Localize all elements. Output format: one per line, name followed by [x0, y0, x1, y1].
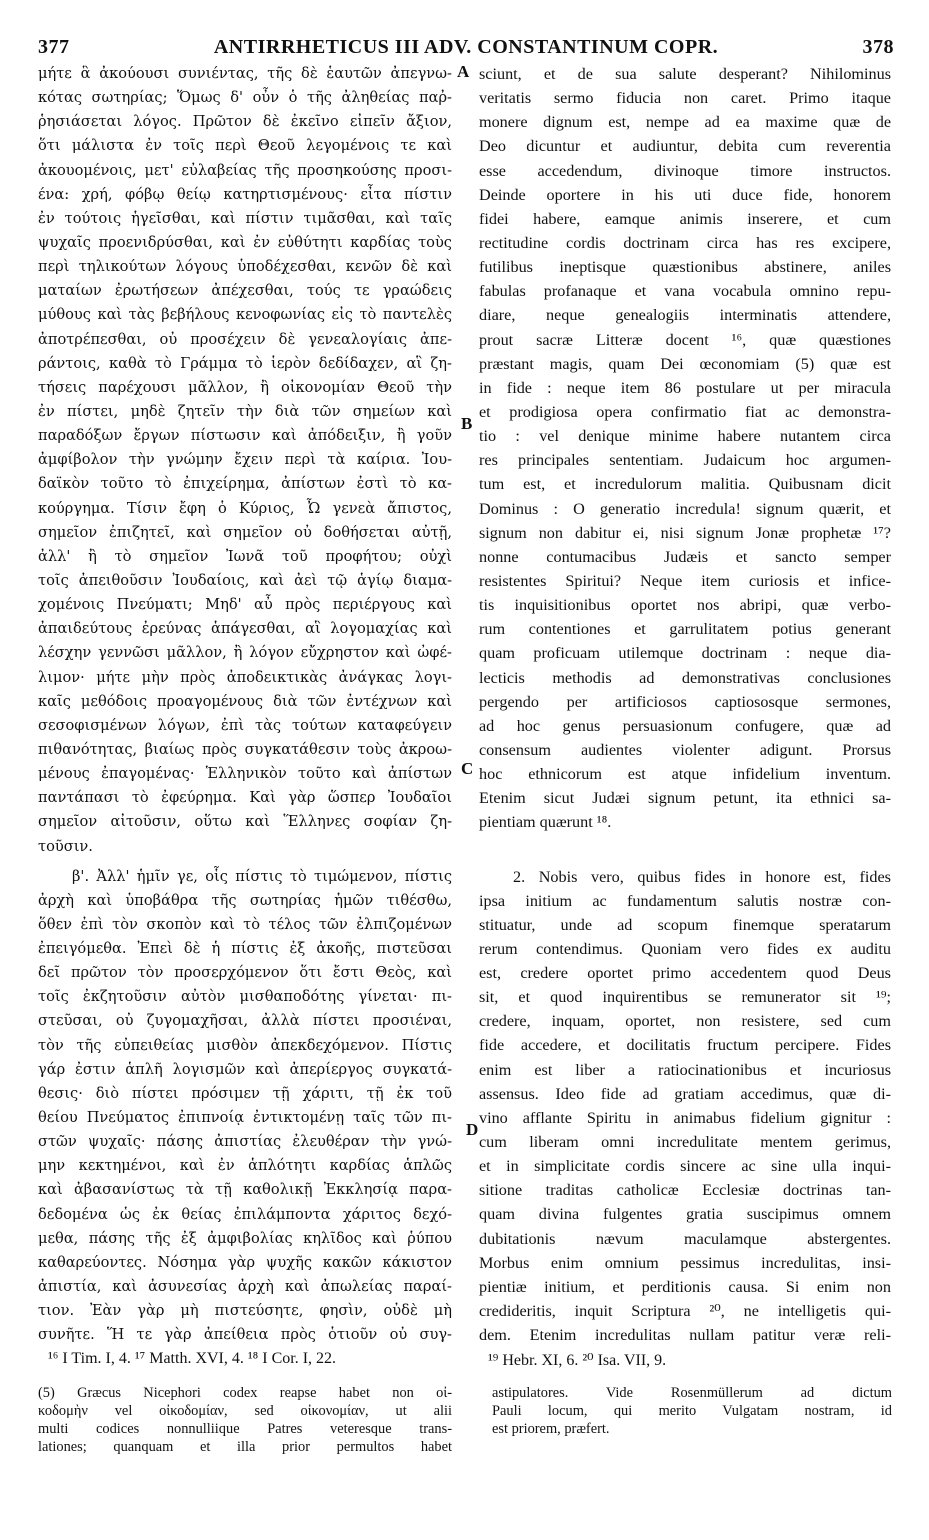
latin-text-line: in fide : neque item 86 postulare ut per miracula [479, 378, 891, 397]
latin-text-line: diare, neque genealogiis interminatis attendere, [479, 306, 891, 325]
latin-text-line: dem. Etenim incredulitas nullam patitur veræ reli- [479, 1326, 891, 1345]
latin-text-line: tum est, et incredulorum malitia. Quibusnam dicit [479, 475, 891, 494]
latin-text-line: ad hoc genus persuasionum confugere, quæ ad [479, 716, 891, 735]
greek-text-line: καθαρεύοντες. Νόσημα γὰρ ψυχῆς κακῶν κάκιστον [38, 1253, 452, 1271]
latin-text-line: vino afflante Spiritu in animabus fidelium gignitur : [479, 1108, 891, 1127]
greek-text-line: ἐπειγόμεθα. Ἐπεὶ δὲ ἡ πίστις ἐξ ἀκοῆς, πιστεῦσαι [38, 940, 452, 958]
latin-text-line: quam divina fulgentes gratia suscipimus omnem [479, 1205, 891, 1224]
greek-text-line: συνῆτε. Ἥ τε γὰρ ἀπείθεια πρὸς ὁτιοῦν οὐ συγ- [38, 1326, 452, 1344]
note-text-line: (5) Græcus Nicephori codex reapse habet non οἰ- [38, 1385, 452, 1401]
latin-text-line: consensum audientes violenter adigunt. Prorsus [479, 740, 891, 759]
latin-text-line: Dominus : O generatio incredula! signum quærit, et [479, 499, 891, 518]
page-number-right: 378 [862, 36, 894, 58]
latin-text-line: sitione traditas catholicæ Ecclesiæ doctrinas tan- [479, 1181, 891, 1200]
greek-text-line: μεθα, πάσης τῆς ἐξ ἀμφιβολίας κηλῖδος καὶ ῥύπου [38, 1229, 452, 1247]
latin-text-line: stituatur, unde ad scopum finemque speratarum [479, 915, 891, 934]
page-header [38, 36, 894, 62]
latin-text-line: Deinde oportere in his uti duce fide, honorem [479, 185, 891, 204]
note-text-line: astipulatores. Vide Rosenmüllerum ad dictum [492, 1385, 892, 1401]
note-text-line: est priorem, præfert. [492, 1421, 610, 1437]
greek-text-line: μύθους καὶ τὰς βεβήλους κενοφωνίας εἰς τὸ παντελὲς [38, 306, 452, 324]
greek-text-line: δεῖ πρῶτον τὸν προσερχόμενον ὅτι ἔστι Θεὸς, καὶ [38, 964, 452, 982]
greek-text-line: ἀρχὴ καὶ ὑποβάθρα τῆς σωτηρίας ἡμῶν τιθέσθω, [38, 891, 452, 909]
editor-note-right [492, 1384, 892, 1438]
latin-text-line: sciunt, et de sua salute desperant? Nihilominus [479, 65, 891, 83]
greek-text-line: β'. Ἀλλ' ἡμῖν γε, οἷς πίστις τὸ τιμώμενον, πίστις [72, 867, 452, 885]
latin-text-line: monere dignum est, nempe ad ea maxime quæ de [479, 113, 891, 132]
greek-text-line: καῖς μεθόδοις προαγομένους διὰ τῶν ἐντέχνων καὶ [38, 692, 452, 710]
latin-text-line: veritatis sermo fiducia non caret. Primo itaque [479, 89, 891, 108]
margin-letter-d: D [466, 1120, 479, 1139]
latin-text-line: ipsa initium ac fundamentum salutis nostræ con- [479, 891, 891, 910]
greek-text-line: τιον. Ἐὰν γὰρ μὴ πιστεύσητε, φησὶν, οὐδὲ μὴ [38, 1302, 452, 1320]
latin-text-line: cum liberam omni incredulitate mentem gerimus, [479, 1133, 891, 1152]
greek-text-line: τὸν τῆς εὐπειθείας μισθὸν ἀπεκδεχόμενον. Πίστις [38, 1036, 452, 1054]
latin-text-line: 2. Nobis vero, quibus fides in honore est, fides [513, 867, 891, 886]
greek-text-line: χομένοις Πνεύματι; Μηδ' αὖ πρὸς περιέργους καὶ [38, 596, 452, 614]
latin-text-line: Deo dicuntur et audiuntur, debita cum reverentia [479, 137, 891, 156]
greek-text-line: ἐν πίστει, μηδὲ ζητεῖν τὴν διὰ τῶν σημείων καὶ [38, 402, 452, 420]
greek-text-line: δαϊκὸν τοῦτο τὸ ἐπιχείρημα, ἀπίστων ἐστὶ τὸ κα- [38, 475, 452, 493]
greek-text-line: ῥησιάσεται λόγος. Πρῶτον δὲ ἐκεῖνο εἰπεῖν ἄξιον, [38, 113, 452, 131]
greek-text-line: λέσχην γεννῶσι μᾶλλον, ἢ λόγον εὔχρηστον καὶ ὠφέ- [38, 644, 452, 662]
greek-text-line: θείου Πνεύματος ἐπιπνοίᾳ ἐντικτομένῃ ταῖς τῶν πι- [38, 1109, 452, 1127]
footnotes-left: ¹⁶ I Tim. I, 4. ¹⁷ Matth. XVI, 4. ¹⁸ I Cor. I, 22. [48, 1350, 337, 1367]
greek-text-line: παραδόξων ἔργων πίστωσιν καὶ ἀπόδειξιν, ἢ γοῦν [38, 427, 452, 445]
latin-text-line: fidei habere, eamque animis inserere, et cum [479, 209, 891, 228]
greek-text-line: κούργημα. Τίσιν ἔφη ὁ Κύριος, Ὦ γενεὰ ἄπιστος, [38, 499, 452, 517]
greek-text-line: στῶν ψυχαῖς· πάσης ἀπιστίας ἐλευθέραν τὴν γνώ- [38, 1133, 452, 1151]
greek-text-line: γάρ ἐστιν ἁπλῆ λογισμῶν καὶ ἀπερίεργος συγκατά- [38, 1060, 452, 1078]
latin-text-line: rerum contendimus. Quoniam vero fides ex auditu [479, 939, 891, 958]
greek-text-line: στεῦσαι, οὐ ζυγομαχῆσαι, ἀλλὰ πίστει προσιέναι, [38, 1012, 452, 1030]
greek-text-line: λιμον· μήτε μὴν πρὸς ἀποδεικτικὰς ἀνάγκας λογι- [38, 668, 452, 686]
latin-text-line: resistentes Spiritui? Neque item curiosis et infice- [479, 571, 891, 590]
latin-text-line: rectitudine cordis doctrinam circa has res excipere, [479, 233, 891, 252]
editor-note-left [38, 1384, 452, 1456]
margin-letter-b: B [461, 414, 473, 433]
greek-text-line: ματαίων ἐρωτήσεων ἀπέχεσθαι, τούς τε γραώδεις [38, 282, 452, 300]
greek-text-line: ἀκουομένοις, μετ' εὐλαβείας τῆς προσηκούσης προσι- [38, 161, 452, 179]
latin-text-line: quam proficuam utilemque doctrinam : neque dia- [479, 644, 891, 663]
greek-text-line: ἐν τούτοις ἡγεῖσθαι, καὶ πίστιν τιμᾶσθαι, καὶ ταῖς [38, 209, 452, 227]
latin-text-line: enim est liber a ratiocinationibus et incuriosus [479, 1060, 891, 1079]
greek-text-line: μην κεκτημένοι, καὶ ἐν ἁπλότητι καρδίας ἁπλῶς [38, 1157, 452, 1175]
greek-text-line: σημεῖον ἐπιζητεῖ, καὶ σημεῖον οὐ δοθήσεται αὐτῇ, [38, 523, 452, 541]
greek-text-line: δεδομένα ὡς ἐκ θείας ἐπιλάμποντα χάριτος δεχό- [38, 1205, 452, 1223]
greek-text-line: πιθανότητας, βιαίως πρὸς συγκατάθεσιν τοὺς ἀκροω- [38, 740, 452, 758]
greek-text-line: μένους ἐπαγομένας· Ἑλληνικὸν τοῦτο καὶ ἀπίστων [38, 765, 452, 783]
greek-text-line: ἀπιστία, καὶ ἀσυνεσίας ἀρχὴ καὶ ἀπωλείας παραί- [38, 1278, 452, 1296]
greek-text-line: τοῦσιν. [38, 837, 93, 855]
latin-text-line: pergendo per artificiosos captiososque sermones, [479, 692, 891, 711]
latin-text-line: sit, et quod inquirentibus se remunerator sit ¹⁹; [479, 988, 891, 1007]
latin-text-line: dubitationis nævum maculamque abstergentes. [479, 1229, 891, 1248]
greek-text-line: θεσις· διὸ πίστει πρόσιμεν τῇ χάριτι, τῇ ἐκ τοῦ [38, 1084, 452, 1102]
greek-text-line: τοῖς ἀπειθοῦσιν Ἰουδαίοις, καὶ ἀεὶ τῷ ἁγίῳ διαμα- [38, 571, 452, 589]
latin-column [479, 62, 891, 1347]
footnotes-right: ¹⁹ Hebr. XI, 6. ²⁰ Isa. VII, 9. [488, 1352, 667, 1369]
running-title: ANTIRRHETICUS III ADV. CONSTANTINUM COPR. [213, 36, 719, 58]
latin-text-line: pientiæ initium, et perditionis causa. Si enim non [479, 1277, 891, 1296]
greek-text-line: ένα: χρή, φόβῳ θείῳ κατηρτισμένους· εἶτα πίστιν [38, 185, 452, 203]
latin-text-line: signum non dabitur ei, nisi signum Jonæ prophetæ ¹⁷? [479, 523, 891, 542]
latin-text-line: nonne contumacibus Judæis et sancto semper [479, 547, 891, 566]
latin-text-line: Morbus enim omnium pessimus incredulitas, insi- [479, 1253, 891, 1272]
latin-text-line: futilibus ineptisque quæstionibus abstinere, aniles [479, 258, 891, 277]
latin-text-line: assensus. Ideo fide ad gratiam accedimus, quæ di- [479, 1084, 891, 1103]
latin-text-line: res principales sententiam. Judaicum hoc argumen- [479, 451, 891, 470]
note-text-line: multi codices nonnulliique Patres veteresque trans- [38, 1421, 452, 1437]
greek-text-line: σημεῖον αἰτοῦσιν, οὕτω καὶ Ἕλληνες σοφίαν ζη- [38, 813, 452, 831]
latin-text-line: et prodigiosa opera confirmatio fiat ac demonstra- [479, 402, 891, 421]
greek-text-line: παντάπασι τὸ ἐφεύρημα. Καὶ γὰρ ὥσπερ Ἰουδαῖοι [38, 789, 452, 807]
margin-letter-a: A [457, 62, 470, 81]
latin-text-line: tis inquisitionibus oportet nos abripi, quæ verbo- [479, 596, 891, 615]
greek-text-line: ἀμφίβολον τὴν γνώμην ἔχειν περὶ τὰ καίρια. Ἰου- [38, 451, 452, 469]
greek-text-line: σεσοφισμένων λόγων, ἐπὶ τὰς τούτων καταφεύγειν [38, 716, 452, 734]
greek-text-line: τοῖς ἐκζητοῦσιν αὐτὸν μισθαποδότης γίνεται· πι- [38, 988, 452, 1006]
latin-text-line: tio : vel denique minime habere nutantem circa [479, 427, 891, 446]
greek-text-line: μήτε ἃ ἀκούουσι συνιέντας, τῆς δὲ ἑαυτῶν ἀπεγνω- [38, 65, 452, 82]
greek-text-line: κότας σωτηρίας; Ὅμως δ' οὖν ὁ τῆς ἀληθείας παῤ- [38, 89, 452, 107]
latin-text-line: est, credere oportet primo accedentem quod Deus [479, 964, 891, 983]
page-number-left: 377 [38, 36, 70, 58]
latin-text-line: pientiam quærunt ¹⁸. [479, 813, 612, 832]
note-text-line: κοδομὴν vel οἰκοδομίαν, sed οἰκονομίαν, ut alii [38, 1403, 452, 1419]
greek-text-line: ὅθεν ἐπὶ τὸν σκοπὸν καὶ τὸ τέλος τῶν ἐλπιζομένων [38, 915, 452, 933]
greek-text-line: τήσεις παρέχουσι μᾶλλον, ἢ οἰκονομίαν Θεοῦ τὴν [38, 378, 452, 396]
latin-text-line: et in simplicitate cordis sincere ac sine ulla inqui- [479, 1157, 891, 1176]
latin-text-line: fabulas profanaque et vana vocabula omnino repu- [479, 282, 891, 301]
greek-text-line: ἀπαιδεύτους ἐρεύνας ἁπάγεσθαι, αἳ λογομαχίας καὶ [38, 620, 452, 638]
greek-text-line: ὅτι μάλιστα ἐν τοῖς περὶ Θεοῦ λεγομένοις τε καὶ [38, 137, 452, 155]
latin-text-line: rum contentiones et garrulitatem potius generant [479, 620, 891, 639]
latin-text-line: esse accedendum, divinoque timore instructos. [479, 161, 891, 180]
latin-text-line: credideritis, inquit Scriptura ²⁰, ne intelligetis qui- [479, 1302, 891, 1321]
margin-letter-c: C [461, 759, 474, 778]
greek-text-line: ἀλλ' ἢ τὸ σημεῖον Ἰωνᾶ τοῦ προφήτου; οὐχὶ [38, 547, 452, 565]
greek-column [38, 62, 452, 1347]
greek-text-line: καὶ ἀβασανίστως τὰ τῇ καθολικῇ Ἐκκλησίᾳ παρα- [38, 1181, 452, 1199]
greek-text-line: ἀποτρέπεσθαι, οὐ προσέχειν δὲ γενεαλογίαις ἀπε- [38, 330, 452, 348]
latin-text-line: prout sacræ Litteræ docent ¹⁶, quæ quæstiones [479, 330, 891, 349]
latin-text-line: fide accedere, et docilitatis fructum percipere. Fides [479, 1036, 891, 1055]
latin-text-line: hoc ethnicorum est atque infidelium inventum. [479, 765, 891, 784]
greek-text-line: ψυχαῖς προενιδρύσθαι, καὶ ἐν εὐθύτητι καρδίας τοὺς [38, 233, 452, 251]
latin-text-line: credere, inquam, oportet, non resistere, sed cum [479, 1012, 891, 1031]
greek-text-line: περὶ τηλικούτων λόγους ὑποδέχεσθαι, κενῶν δὲ καὶ [38, 258, 452, 276]
note-text-line: Pauli locum, qui merito Vulgatam nostram, id [492, 1403, 892, 1419]
latin-text-line [479, 835, 891, 865]
greek-text-line: ράντοις, καθὰ τὸ Γράμμα τὸ ἱερὸν δεδίδαχεν, αἳ ζη- [38, 354, 452, 372]
note-text-line: lationes; quanquam et illa prior permultos habet [38, 1439, 452, 1455]
latin-text-line: lecticis methodis ad demonstrativas conclusiones [479, 668, 891, 687]
latin-text-line: præstant magis, quam Dei œconomiam (5) quæ est [479, 354, 891, 373]
latin-text-line: Etenim sicut Judæi signum petunt, ita ethnici sa- [479, 789, 891, 808]
